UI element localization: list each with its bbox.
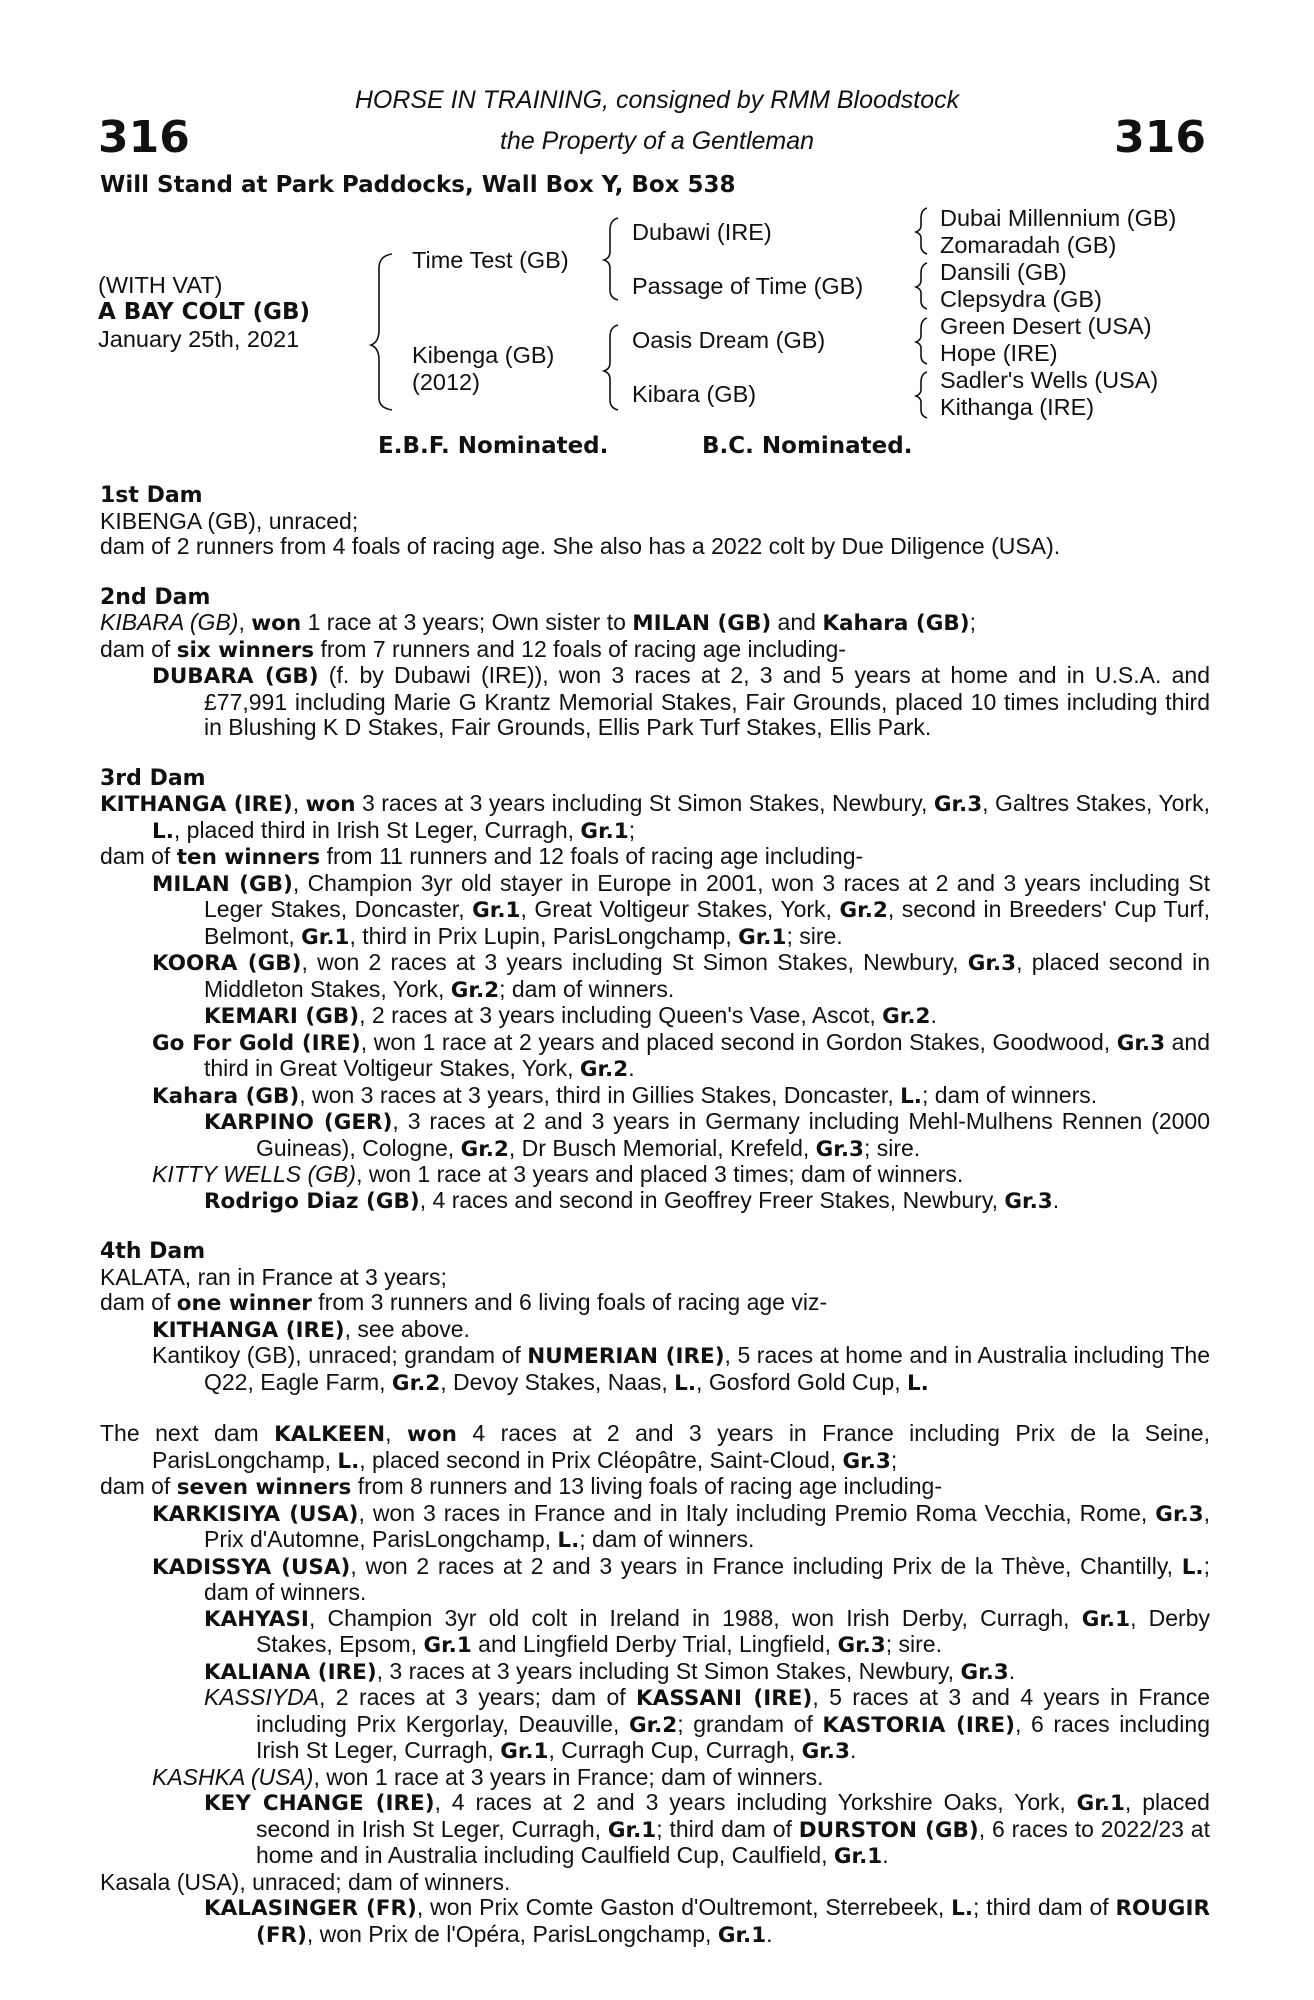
- produce-entry: KADISSYA (USA), won 2 races at 2 and 3 years in France including Prix de la Thève, Chantilly, L.; dam of winners.: [152, 1552, 1210, 1605]
- produce-entry: KASHKA (USA), won 1 race at 3 years in France; dam of winners.: [152, 1763, 824, 1790]
- next-dam-section: [100, 1421, 1210, 1948]
- produce-line: dam of 2 runners from 4 foals of racing age. She also has a 2022 colt by Due Diligence (USA).: [100, 533, 1061, 559]
- produce-entry: KITTY WELLS (GB), won 1 race at 3 years and placed 3 times; dam of winners.: [152, 1161, 964, 1187]
- grandproduce-entry: KEY CHANGE (IRE), 4 races at 2 and 3 years including Yorkshire Oaks, York, Gr.1, placed second in Irish St Leger, Curragh, Gr.1; third dam of DURSTON (GB), 6 races to 2022/23 at home and in Australia including Caulfield Cup, Caulfield, Gr.1.: [204, 1789, 1210, 1869]
- horse-name: A BAY COLT (GB): [98, 299, 311, 325]
- grandproduce-entry: Rodrigo Diaz (GB), 4 races and second in Geoffrey Freer Stakes, Newbury, Gr.3.: [204, 1186, 1060, 1214]
- produce-entry: MILAN (GB), Champion 3yr old stayer in Europe in 2001, won 3 races at 2 and 3 years including St Leger Stakes, Doncaster, Gr.1, Great Voltigeur Stakes, York, Gr.2, second in Breeders' Cup Turf, Belmont, Gr.1, third in Prix Lupin, ParisLongchamp, Gr.1; sire.: [152, 869, 1210, 950]
- gg-1: Dubai Millennium (GB): [940, 205, 1177, 231]
- dam: Kibenga (GB): [412, 342, 555, 368]
- produce-entry: DUBARA (GB) (f. by Dubawi (IRE)), won 3 races at 2, 3 and 5 years at home and in U.S.A. and £77,991 including Marie G Krantz Memorial Stakes, Fair Grounds, placed 10 times including third in Blushing K D Stakes, Fair Grounds, Ellis Park Turf Stakes, Ellis Park.: [152, 662, 1210, 740]
- dam-dam: Kibara (GB): [632, 381, 757, 407]
- produce-line: dam of six winners from 7 runners and 12 foals of racing age including-: [100, 635, 846, 663]
- produce-line: dam of ten winners from 11 runners and 12 foals of racing age including-: [100, 843, 864, 870]
- grandproduce-entry: KASSIYDA, 2 races at 3 years; dam of KASSANI (IRE), 5 races at 3 and 4 years in France including Prix Kergorlay, Deauville, Gr.2; grandam of KASTORIA (IRE), 6 races including Irish St Leger, Curragh, Gr.1, Curragh Cup, Curragh, Gr.3.: [204, 1684, 1210, 1764]
- produce-entry: KITHANGA (IRE), see above.: [152, 1315, 470, 1343]
- first-dam-section: [100, 483, 1210, 560]
- produce-entry: Go For Gold (IRE), won 1 race at 2 years and placed second in Gordon Stakes, Goodwood, Gr.3 and third in Great Voltigeur Stakes, York, Gr.2.: [152, 1028, 1211, 1082]
- sire-sire: Dubawi (IRE): [632, 219, 772, 245]
- grandproduce-entry: KALIANA (IRE), 3 races at 3 years including St Simon Stakes, Newbury, Gr.3.: [204, 1657, 1016, 1685]
- produce-line: dam of one winner from 3 runners and 6 living foals of racing age viz-: [100, 1289, 828, 1316]
- gg-7: Sadler's Wells (USA): [940, 367, 1159, 393]
- bc-nomination: B.C. Nominated.: [702, 433, 913, 459]
- produce-entry: KARKISIYA (USA), won 3 races in France and in Italy including Premio Roma Vecchia, Rome, Gr.3, Prix d'Automne, ParisLongchamp, L.; dam of winners.: [152, 1499, 1210, 1553]
- gg-4: Clepsydra (GB): [940, 286, 1102, 312]
- dam-sire: Oasis Dream (GB): [632, 327, 826, 353]
- second-dam-section: [100, 585, 1210, 741]
- lot-number-right: 316: [1114, 112, 1206, 163]
- sire-dam: Passage of Time (GB): [632, 273, 864, 299]
- lot-number-left: 316: [98, 112, 190, 163]
- grandproduce-entry: KARPINO (GER), 3 races at 2 and 3 years in Germany including Mehl-Mulhens Rennen (2000 Guineas), Cologne, Gr.2, Dr Busch Memorial, Krefeld, Gr.3; sire.: [204, 1108, 1210, 1162]
- catalogue-body: [100, 483, 1210, 1948]
- fourth-dam-section: [100, 1239, 1210, 1396]
- stand-location: Will Stand at Park Paddocks, Wall Box Y, Box 538: [100, 172, 736, 198]
- third-dam-section: [100, 766, 1210, 1215]
- vat-note: (WITH VAT): [98, 272, 223, 298]
- gg-3: Dansili (GB): [940, 259, 1067, 285]
- sire: Time Test (GB): [412, 247, 569, 273]
- produce-entry: Kahara (GB), won 3 races at 3 years, third in Gillies Stakes, Doncaster, L.; dam of winners.: [152, 1081, 1098, 1109]
- dam-line: KITHANGA (IRE), won 3 races at 3 years including St Simon Stakes, Newbury, Gr.3, Galtres Stakes, York, L., placed third in Irish St Leger, Curragh, Gr.1;: [100, 790, 1210, 844]
- section-heading: 2nd Dam: [100, 584, 211, 610]
- gg-5: Green Desert (USA): [940, 313, 1152, 339]
- produce-line: dam of seven winners from 8 runners and 13 living foals of racing age including-: [100, 1473, 942, 1500]
- dam-line: KIBARA (GB), won 1 race at 3 years; Own sister to MILAN (GB) and Kahara (GB);: [100, 609, 976, 636]
- consignment-line: HORSE IN TRAINING, consigned by RMM Bloodstock: [354, 86, 960, 114]
- produce-entry: KOORA (GB), won 2 races at 3 years including St Simon Stakes, Newbury, Gr.3, placed second in Middleton Stakes, York, Gr.2; dam of winners.: [152, 949, 1210, 1003]
- grandproduce-entry: KAHYASI, Champion 3yr old colt in Ireland in 1988, won Irish Derby, Curragh, Gr.1, Derby Stakes, Epsom, Gr.1 and Lingfield Derby Trial, Lingfield, Gr.3; sire.: [204, 1604, 1210, 1658]
- dam-line: KALATA, ran in France at 3 years;: [100, 1263, 447, 1290]
- ebf-nomination: E.B.F. Nominated.: [378, 433, 609, 459]
- dam-year: (2012): [412, 369, 480, 395]
- section-heading: 3rd Dam: [100, 765, 206, 791]
- produce-line: Kasala (USA), unraced; dam of winners.: [100, 1868, 511, 1895]
- section-heading: 4th Dam: [100, 1239, 206, 1264]
- gg-2: Zomaradah (GB): [940, 232, 1117, 258]
- dam-line: KIBENGA (GB), unraced;: [100, 507, 359, 534]
- grandproduce-entry: KEMARI (GB), 2 races at 3 years including Queen's Vase, Ascot, Gr.2.: [204, 1002, 937, 1029]
- foaling-date: January 25th, 2021: [98, 326, 300, 352]
- dam-line: The next dam KALKEEN, won 4 races at 2 and 3 years in France including Prix de la Seine, ParisLongchamp, L., placed second in Prix Cléopâtre, Saint-Cloud, Gr.3;: [100, 1420, 1210, 1474]
- gg-6: Hope (IRE): [940, 340, 1058, 366]
- property-line: the Property of a Gentleman: [499, 127, 815, 155]
- gg-8: Kithanga (IRE): [940, 394, 1095, 420]
- section-heading: 1st Dam: [100, 483, 203, 508]
- produce-entry: Kantikoy (GB), unraced; grandam of NUMERIAN (IRE), 5 races at home and in Australia including The Q22, Eagle Farm, Gr.2, Devoy Stakes, Naas, L., Gosford Gold Cup, L.: [152, 1342, 1210, 1396]
- grandproduce-entry: KALASINGER (FR), won Prix Comte Gaston d'Oultremont, Sterrebeek, L.; third dam of ROUGIR (FR), won Prix de l'Opéra, ParisLongchamp, Gr.1.: [204, 1894, 1210, 1948]
